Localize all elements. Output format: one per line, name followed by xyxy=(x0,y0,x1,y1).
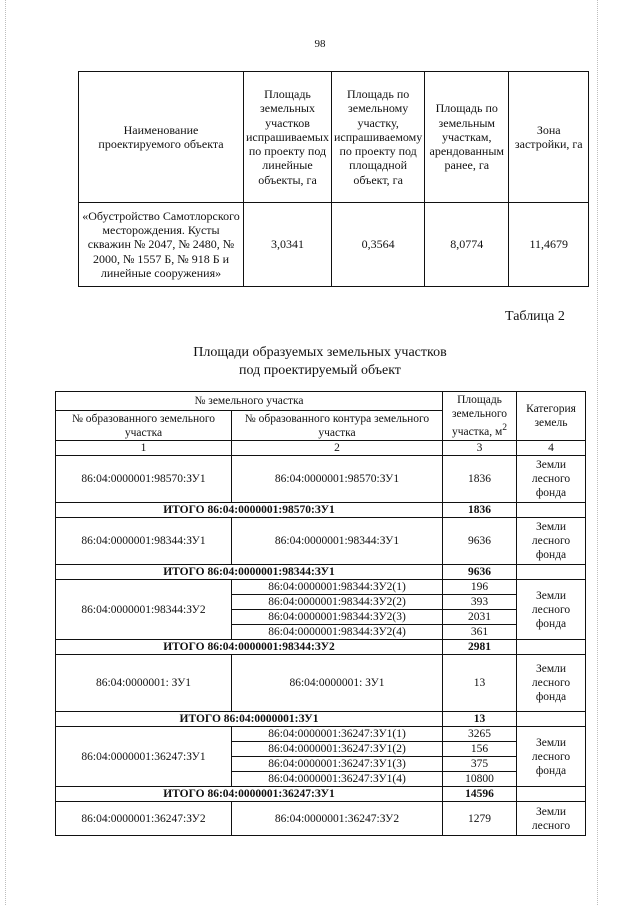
header-building-zone: Зона застройки, га xyxy=(509,72,589,203)
object-area-table xyxy=(78,71,589,287)
object-name-cell: «Обустройство Самотлорского месторождения. Кусты скважин № 2047, № 2480, № 2000, № 1557 Б, № 918 Б и линейные сооружения» xyxy=(79,203,244,287)
table-label: Таблица 2 xyxy=(505,309,565,324)
area-cell: 10800 xyxy=(443,772,517,787)
land-plots-table xyxy=(55,391,586,836)
header-object-name: Наименование проектируемого объекта xyxy=(79,72,244,203)
column-number: 1 xyxy=(56,441,232,456)
table-row xyxy=(79,203,589,287)
total-label: ИТОГО 86:04:0000001:98344:ЗУ1 xyxy=(56,565,443,580)
header-area-text: Площадь земельного участка, м xyxy=(451,394,508,438)
total-label: ИТОГО 86:04:0000001:98344:ЗУ2 xyxy=(56,640,443,655)
category-cell: Земли лесного фонда xyxy=(517,456,586,503)
table-header-row xyxy=(56,392,586,411)
leased-area-cell: 8,0774 xyxy=(425,203,509,287)
empty-cell xyxy=(517,787,586,802)
total-label: ИТОГО 86:04:0000001:36247:ЗУ1 xyxy=(56,787,443,802)
area-cell: 1836 xyxy=(443,456,517,503)
total-label: ИТОГО 86:04:0000001:ЗУ1 xyxy=(56,712,443,727)
area-cell: 361 xyxy=(443,625,517,640)
table-title-line-1: Площади образуемых земельных участков xyxy=(193,345,447,360)
area-cell: 196 xyxy=(443,580,517,595)
category-cell: Земли лесного фонда xyxy=(517,655,586,712)
total-area: 14596 xyxy=(443,787,517,802)
contour-number-cell: 86:04:0000001:98570:ЗУ1 xyxy=(232,456,443,503)
column-number: 3 xyxy=(443,441,517,456)
area-cell: 2031 xyxy=(443,610,517,625)
plot-number-cell: 86:04:0000001:36247:ЗУ2 xyxy=(56,802,232,836)
table-title xyxy=(0,344,640,380)
column-number-row xyxy=(56,441,586,456)
table-title-line-2: под проектируемый объект xyxy=(239,363,401,378)
category-cell: Земли лесного xyxy=(517,802,586,836)
contour-number-cell: 86:04:0000001:36247:ЗУ1(3) xyxy=(232,757,443,772)
category-cell: Земли лесного фонда xyxy=(517,518,586,565)
contour-number-cell: 86:04:0000001:36247:ЗУ1(4) xyxy=(232,772,443,787)
total-area: 13 xyxy=(443,712,517,727)
table-header-row xyxy=(79,72,589,203)
empty-cell xyxy=(517,712,586,727)
area-cell: 13 xyxy=(443,655,517,712)
contour-number-cell: 86:04:0000001:36247:ЗУ2 xyxy=(232,802,443,836)
category-cell: Земли лесного фонда xyxy=(517,580,586,640)
plot-number-cell: 86:04:0000001: ЗУ1 xyxy=(56,655,232,712)
scan-edge-right xyxy=(597,0,598,905)
total-row xyxy=(56,787,586,802)
header-areal-area: Площадь по земельному участку, испрашиваемому по проекту под площадной объект, га xyxy=(332,72,425,203)
contour-number-cell: 86:04:0000001:98344:ЗУ1 xyxy=(232,518,443,565)
header-area-sup: 2 xyxy=(502,422,508,434)
scan-edge-left xyxy=(5,0,6,905)
plot-number-cell: 86:04:0000001:36247:ЗУ1 xyxy=(56,727,232,787)
contour-number-cell: 86:04:0000001:98344:ЗУ2(2) xyxy=(232,595,443,610)
header-plot-number: № образованного земельного участка xyxy=(56,411,232,441)
table-row xyxy=(56,580,586,595)
header-plot-number-group: № земельного участка xyxy=(56,392,443,411)
plot-number-cell: 86:04:0000001:98344:ЗУ2 xyxy=(56,580,232,640)
area-cell: 1279 xyxy=(443,802,517,836)
total-area: 9636 xyxy=(443,565,517,580)
empty-cell xyxy=(517,565,586,580)
header-linear-area: Площадь земельных участков испрашиваемых по проекту под линейные объекты, га xyxy=(244,72,332,203)
category-cell: Земли лесного фонда xyxy=(517,727,586,787)
contour-number-cell: 86:04:0000001: ЗУ1 xyxy=(232,655,443,712)
empty-cell xyxy=(517,503,586,518)
area-cell: 3265 xyxy=(443,727,517,742)
linear-area-cell: 3,0341 xyxy=(244,203,332,287)
column-number: 4 xyxy=(517,441,586,456)
areal-area-cell: 0,3564 xyxy=(332,203,425,287)
empty-cell xyxy=(517,640,586,655)
contour-number-cell: 86:04:0000001:36247:ЗУ1(1) xyxy=(232,727,443,742)
plot-number-cell: 86:04:0000001:98344:ЗУ1 xyxy=(56,518,232,565)
header-area xyxy=(443,392,517,441)
header-leased-area: Площадь по земельным участкам, арендованным ранее, га xyxy=(425,72,509,203)
total-label: ИТОГО 86:04:0000001:98570:ЗУ1 xyxy=(56,503,443,518)
area-cell: 393 xyxy=(443,595,517,610)
total-area: 2981 xyxy=(443,640,517,655)
contour-number-cell: 86:04:0000001:98344:ЗУ2(4) xyxy=(232,625,443,640)
area-cell: 156 xyxy=(443,742,517,757)
total-row xyxy=(56,712,586,727)
header-category: Категория земель xyxy=(517,392,586,441)
table-row xyxy=(56,655,586,712)
contour-number-cell: 86:04:0000001:98344:ЗУ2(3) xyxy=(232,610,443,625)
contour-number-cell: 86:04:0000001:36247:ЗУ1(2) xyxy=(232,742,443,757)
plot-number-cell: 86:04:0000001:98570:ЗУ1 xyxy=(56,456,232,503)
contour-number-cell: 86:04:0000001:98344:ЗУ2(1) xyxy=(232,580,443,595)
table-row xyxy=(56,727,586,742)
area-cell: 9636 xyxy=(443,518,517,565)
total-row xyxy=(56,640,586,655)
total-row xyxy=(56,565,586,580)
table-row xyxy=(56,518,586,565)
area-cell: 375 xyxy=(443,757,517,772)
total-area: 1836 xyxy=(443,503,517,518)
table-row xyxy=(56,802,586,836)
building-zone-cell: 11,4679 xyxy=(509,203,589,287)
total-row xyxy=(56,503,586,518)
table-row xyxy=(56,456,586,503)
header-contour-number: № образованного контура земельного участка xyxy=(232,411,443,441)
page-number: 98 xyxy=(314,38,326,50)
column-number: 2 xyxy=(232,441,443,456)
